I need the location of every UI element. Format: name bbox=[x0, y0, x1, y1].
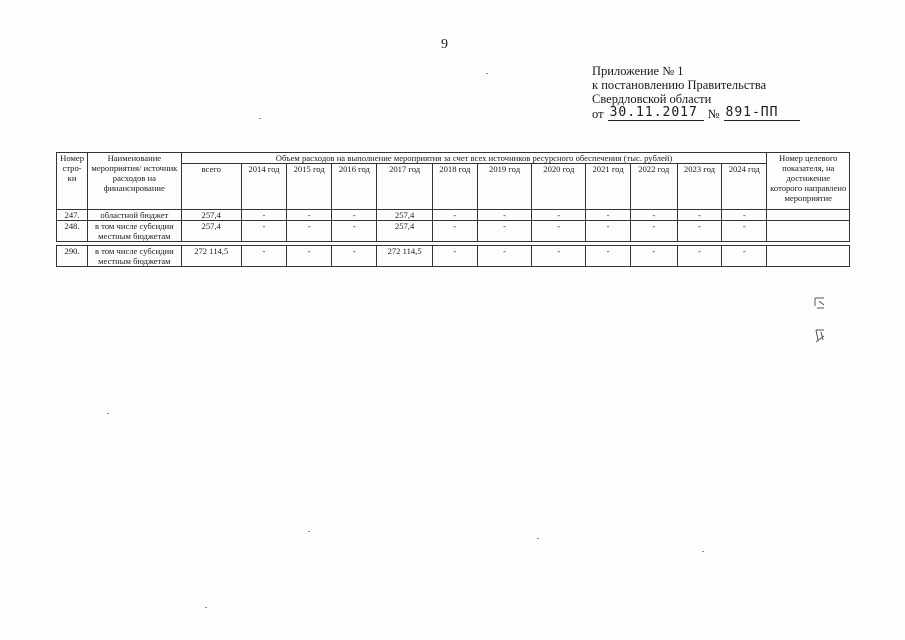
row-name: областной бюджет bbox=[88, 210, 181, 221]
table-row bbox=[57, 246, 850, 267]
row-name: в том числе субсидии местным бюджетам bbox=[88, 246, 181, 267]
row-value: - bbox=[332, 246, 377, 267]
row-value: - bbox=[241, 221, 286, 242]
row-value: - bbox=[432, 210, 477, 221]
row-value: 257,4 bbox=[377, 210, 432, 221]
row-value: - bbox=[677, 246, 721, 267]
row-value: - bbox=[630, 246, 677, 267]
header-total: всего bbox=[181, 164, 241, 210]
row-value: - bbox=[532, 210, 586, 221]
row-value: 257,4 bbox=[377, 221, 432, 242]
row-value: - bbox=[432, 246, 477, 267]
header-event-name: Наименование мероприятия/ источник расходов на финансирование bbox=[88, 153, 181, 210]
header-year: 2018 год bbox=[432, 164, 477, 210]
resolution-number: 891-ПП bbox=[724, 106, 800, 121]
row-value: - bbox=[532, 221, 586, 242]
row-target bbox=[767, 210, 850, 221]
header-year: 2023 год bbox=[677, 164, 721, 210]
row-value: - bbox=[241, 210, 286, 221]
appendix-block bbox=[592, 64, 802, 121]
row-value: - bbox=[332, 221, 377, 242]
header-volume: Объем расходов на выполнение мероприятия за счет всех источников ресурсного обеспечения (тыс. рублей) bbox=[181, 153, 767, 164]
appendix-date-number bbox=[592, 106, 802, 121]
scan-stamp-mark bbox=[812, 296, 828, 346]
row-value: - bbox=[287, 221, 332, 242]
row-value: 272 114,5 bbox=[377, 246, 432, 267]
row-value: - bbox=[586, 221, 630, 242]
row-value: - bbox=[432, 221, 477, 242]
row-value: - bbox=[630, 221, 677, 242]
page-number: 9 bbox=[441, 37, 448, 52]
row-value: - bbox=[477, 210, 531, 221]
scan-speck bbox=[205, 607, 207, 608]
row-number: 248. bbox=[57, 221, 88, 242]
row-value: - bbox=[677, 210, 721, 221]
header-year: 2019 год bbox=[477, 164, 531, 210]
header-year: 2016 год bbox=[332, 164, 377, 210]
appendix-region: Свердловской области bbox=[592, 92, 712, 106]
expenses-table bbox=[56, 152, 850, 267]
row-value: - bbox=[287, 246, 332, 267]
header-year: 2021 год bbox=[586, 164, 630, 210]
resolution-date: 30.11.2017 bbox=[608, 106, 704, 121]
row-value: - bbox=[241, 246, 286, 267]
row-value: - bbox=[586, 246, 630, 267]
scan-speck bbox=[486, 73, 488, 74]
appendix-resolution: к постановлению Правительства bbox=[592, 78, 767, 92]
header-target-indicator: Номер целевого показателя, на достижение которого направлено мероприятие bbox=[767, 153, 850, 210]
row-value: - bbox=[586, 210, 630, 221]
table-row bbox=[57, 210, 850, 221]
row-target bbox=[767, 221, 850, 242]
header-year: 2020 год bbox=[532, 164, 586, 210]
header-row-number: Номер стро-ки bbox=[57, 153, 88, 210]
row-value: - bbox=[477, 221, 531, 242]
row-target bbox=[767, 246, 850, 267]
row-number: 247. bbox=[57, 210, 88, 221]
row-value: - bbox=[722, 221, 767, 242]
row-name: в том числе субсидии местным бюджетам bbox=[88, 221, 181, 242]
row-value: - bbox=[287, 210, 332, 221]
row-value: - bbox=[477, 246, 531, 267]
row-value: - bbox=[332, 210, 377, 221]
scan-speck bbox=[259, 118, 261, 119]
row-total: 272 114,5 bbox=[181, 246, 241, 267]
row-value: - bbox=[722, 210, 767, 221]
row-total: 257,4 bbox=[181, 210, 241, 221]
header-year: 2022 год bbox=[630, 164, 677, 210]
appendix-title: Приложение № 1 bbox=[592, 64, 684, 78]
header-year: 2024 год bbox=[722, 164, 767, 210]
table-row bbox=[57, 221, 850, 242]
header-year: 2017 год bbox=[377, 164, 432, 210]
scan-speck bbox=[308, 531, 310, 532]
scan-speck bbox=[107, 413, 109, 414]
date-prefix: от bbox=[592, 107, 604, 121]
scan-speck bbox=[537, 538, 539, 539]
scan-speck bbox=[702, 551, 704, 552]
row-value: - bbox=[677, 221, 721, 242]
row-value: - bbox=[532, 246, 586, 267]
header-year: 2014 год bbox=[241, 164, 286, 210]
row-value: - bbox=[722, 246, 767, 267]
number-prefix: № bbox=[707, 107, 720, 121]
header-year: 2015 год bbox=[287, 164, 332, 210]
row-number: 290. bbox=[57, 246, 88, 267]
row-value: - bbox=[630, 210, 677, 221]
row-total: 257,4 bbox=[181, 221, 241, 242]
